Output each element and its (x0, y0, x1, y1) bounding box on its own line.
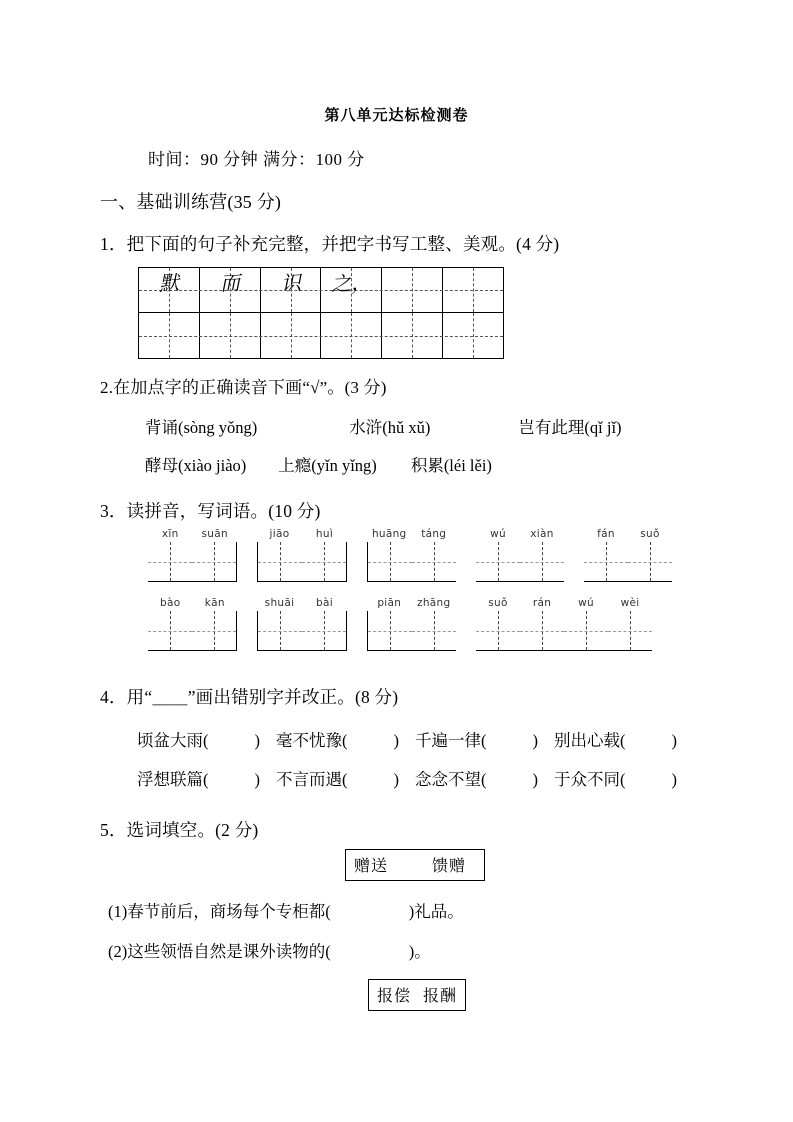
pinyin-choice-options[interactable]: (sòng yǒng) (178, 418, 258, 437)
handwriting-cell[interactable] (443, 313, 503, 358)
pinyin-syllable: zhāng (417, 597, 451, 609)
close-paren: ) (532, 731, 538, 750)
handwriting-cell[interactable] (382, 268, 443, 312)
pinyin-syllable: suǒ (640, 528, 660, 540)
pinyin-write-cell[interactable] (368, 611, 412, 650)
question-2-row-1 (145, 414, 622, 438)
pinyin-syllable: wèi (620, 597, 640, 609)
pinyin-syllable: bào (160, 597, 181, 609)
pinyin-syllable: wú (578, 597, 594, 609)
pinyin-write-boxes[interactable] (367, 542, 456, 582)
pinyin-syllable: bài (316, 597, 333, 609)
pinyin-syllable: huì (315, 528, 334, 540)
close-paren: ) (254, 731, 260, 750)
word-bank-option[interactable]: 报偿 (377, 988, 412, 1005)
handwriting-cell[interactable] (382, 313, 443, 358)
pinyin-word-group[interactable] (257, 597, 347, 651)
pinyin-syllable: táng (421, 528, 447, 540)
pinyin-labels (148, 597, 237, 609)
pinyin-labels (367, 528, 456, 540)
handwriting-grid-row (139, 268, 503, 313)
pinyin-write-boxes[interactable] (257, 611, 347, 651)
pinyin-syllable: jiāo (269, 528, 290, 540)
idiom-text: 顷盆大雨( (137, 731, 209, 750)
pinyin-write-cell[interactable] (412, 542, 456, 581)
pinyin-write-boxes[interactable] (148, 611, 237, 651)
pinyin-write-cell[interactable] (302, 611, 346, 650)
question-4-prompt: 4．用“＿＿”画出错别字并改正。(8 分) (100, 687, 399, 707)
close-paren: ) (671, 770, 677, 789)
question-2-row-2 (145, 452, 492, 476)
close-paren: ) (393, 770, 399, 789)
exam-meta: 时间：90 分钟 满分：100 分 (148, 150, 365, 169)
word-bank-1 (345, 849, 485, 881)
pinyin-word-group[interactable] (476, 528, 564, 582)
pinyin-syllable: suān (201, 528, 228, 540)
pinyin-word-group[interactable] (367, 597, 456, 651)
pinyin-choice-word: 岂有此理 (518, 418, 585, 437)
pinyin-choice-options[interactable]: (yǐn yǐng) (311, 456, 377, 475)
pinyin-choice-word: 水浒 (349, 418, 383, 437)
pinyin-syllable: xiàn (530, 528, 554, 540)
pinyin-write-cell[interactable] (412, 611, 456, 650)
pinyin-labels (367, 597, 456, 609)
pinyin-write-cell[interactable] (476, 611, 520, 650)
pinyin-write-cell[interactable] (148, 542, 192, 581)
pinyin-syllable: xīn (161, 528, 179, 540)
pinyin-word-group[interactable] (476, 597, 652, 651)
question-5-sentence-2 (108, 938, 431, 962)
question-3-prompt: 3．读拼音，写词语。(10 分) (100, 501, 321, 521)
pinyin-write-boxes[interactable] (257, 542, 347, 582)
pinyin-write-boxes[interactable] (476, 542, 564, 582)
page-title: 第八单元达标检测卷 (324, 106, 469, 124)
pinyin-word-group[interactable] (584, 528, 672, 582)
word-bank-2 (368, 979, 466, 1011)
handwriting-cell[interactable] (321, 313, 382, 358)
idiom-text: 于众不同( (554, 770, 626, 789)
sentence-text: (1)春节前后，商场每个专柜都( (108, 902, 331, 921)
pinyin-choice-word: 背诵 (145, 418, 178, 437)
pinyin-labels (257, 528, 347, 540)
handwriting-cell[interactable] (443, 268, 503, 312)
handwriting-grid-row (139, 313, 503, 358)
question-4-row-2 (137, 766, 677, 790)
pinyin-syllable: kān (204, 597, 225, 609)
pinyin-write-boxes[interactable] (476, 611, 652, 651)
idiom-text: 毫不忧豫( (276, 731, 348, 750)
pinyin-write-cell[interactable] (192, 611, 236, 650)
handwriting-cell[interactable] (261, 313, 322, 358)
close-paren: ) (254, 770, 260, 789)
pinyin-choice-options[interactable]: (xiào jiào) (178, 456, 247, 475)
handwriting-cell[interactable] (200, 268, 261, 312)
word-bank-option[interactable]: 馈赠 (432, 858, 467, 875)
pinyin-labels (476, 597, 652, 609)
pinyin-word-group[interactable] (148, 597, 237, 651)
pinyin-syllable: shuāi (264, 597, 295, 609)
idiom-text: 念念不望( (415, 770, 487, 789)
pinyin-labels (148, 528, 237, 540)
pinyin-write-cell[interactable] (520, 611, 564, 650)
pinyin-word-group[interactable] (257, 528, 347, 582)
pinyin-syllable: suǒ (488, 597, 508, 609)
pinyin-choice-word: 积累 (410, 456, 444, 475)
handwriting-cell[interactable] (139, 268, 200, 312)
pinyin-write-cell[interactable] (192, 542, 236, 581)
pinyin-write-cell[interactable] (368, 542, 412, 581)
word-bank-option[interactable]: 赠送 (354, 858, 389, 875)
pinyin-word-group[interactable] (148, 528, 237, 582)
pinyin-write-boxes[interactable] (367, 611, 456, 651)
handwriting-cell[interactable] (261, 268, 322, 312)
question-1-prompt: 1．把下面的句子补充完整，并把字书写工整、美观。(4 分) (100, 234, 560, 254)
idiom-text: 不言而遇( (276, 770, 348, 789)
pinyin-write-cell[interactable] (520, 542, 564, 581)
idiom-text: 浮想联篇( (137, 770, 209, 789)
pinyin-syllable: wú (490, 528, 506, 540)
pinyin-write-cell[interactable] (148, 611, 192, 650)
sentence-text: (2)这些领悟自然是课外读物的( (108, 942, 331, 961)
question-5-prompt: 5．选词填空。(2 分) (100, 820, 259, 840)
pinyin-write-cell[interactable] (564, 611, 608, 650)
pinyin-syllable: piān (377, 597, 402, 609)
pinyin-choice-word: 酵母 (145, 456, 178, 475)
idiom-text: 千遍一律( (415, 731, 487, 750)
handwritten-char: 默 (158, 270, 180, 296)
handwritten-char: 而 (219, 270, 241, 296)
handwriting-cell[interactable] (321, 268, 382, 312)
handwriting-cell[interactable] (200, 313, 261, 358)
pinyin-labels (257, 597, 347, 609)
question-2-prompt: 2.在加点字的正确读音下画“√”。(3 分) (100, 378, 387, 397)
pinyin-syllable: fán (597, 528, 615, 540)
close-paren: ) (671, 731, 677, 750)
pinyin-choice-options[interactable]: (léi lěi) (443, 456, 492, 475)
pinyin-choice-options[interactable]: (qǐ jǐ) (584, 418, 622, 437)
idiom-text: 别出心载( (554, 731, 626, 750)
pinyin-write-boxes[interactable] (148, 542, 237, 582)
pinyin-write-cell[interactable] (628, 542, 672, 581)
pinyin-write-cell[interactable] (584, 542, 628, 581)
pinyin-write-cell[interactable] (476, 542, 520, 581)
pinyin-labels (584, 528, 672, 540)
pinyin-write-boxes[interactable] (584, 542, 672, 582)
question-4-row-1 (137, 727, 677, 751)
pinyin-word-group[interactable] (367, 528, 456, 582)
pinyin-writing-row-1 (148, 528, 692, 582)
handwritten-char: 识 (279, 270, 302, 296)
handwriting-grid[interactable] (138, 267, 504, 359)
pinyin-write-cell[interactable] (302, 542, 346, 581)
handwritten-char: 之， (330, 269, 372, 297)
pinyin-write-cell[interactable] (258, 611, 302, 650)
close-paren: ) (393, 731, 399, 750)
word-bank-option[interactable]: 报酬 (423, 988, 458, 1005)
pinyin-choice-word: 上瘾 (278, 456, 312, 475)
sentence-text: )礼品。 (408, 902, 464, 921)
pinyin-labels (476, 528, 564, 540)
pinyin-write-cell[interactable] (608, 611, 652, 650)
sentence-text: )。 (408, 942, 431, 961)
pinyin-write-cell[interactable] (258, 542, 302, 581)
section-heading: 一、基础训练营(35 分) (100, 192, 282, 212)
pinyin-syllable: rán (532, 597, 552, 609)
handwriting-cell[interactable] (139, 313, 200, 358)
pinyin-writing-row-2 (148, 597, 672, 651)
pinyin-choice-options[interactable]: (hǔ xǔ) (382, 418, 431, 437)
close-paren: ) (532, 770, 538, 789)
question-5-sentence-1 (108, 898, 464, 922)
pinyin-syllable: huāng (371, 528, 407, 540)
